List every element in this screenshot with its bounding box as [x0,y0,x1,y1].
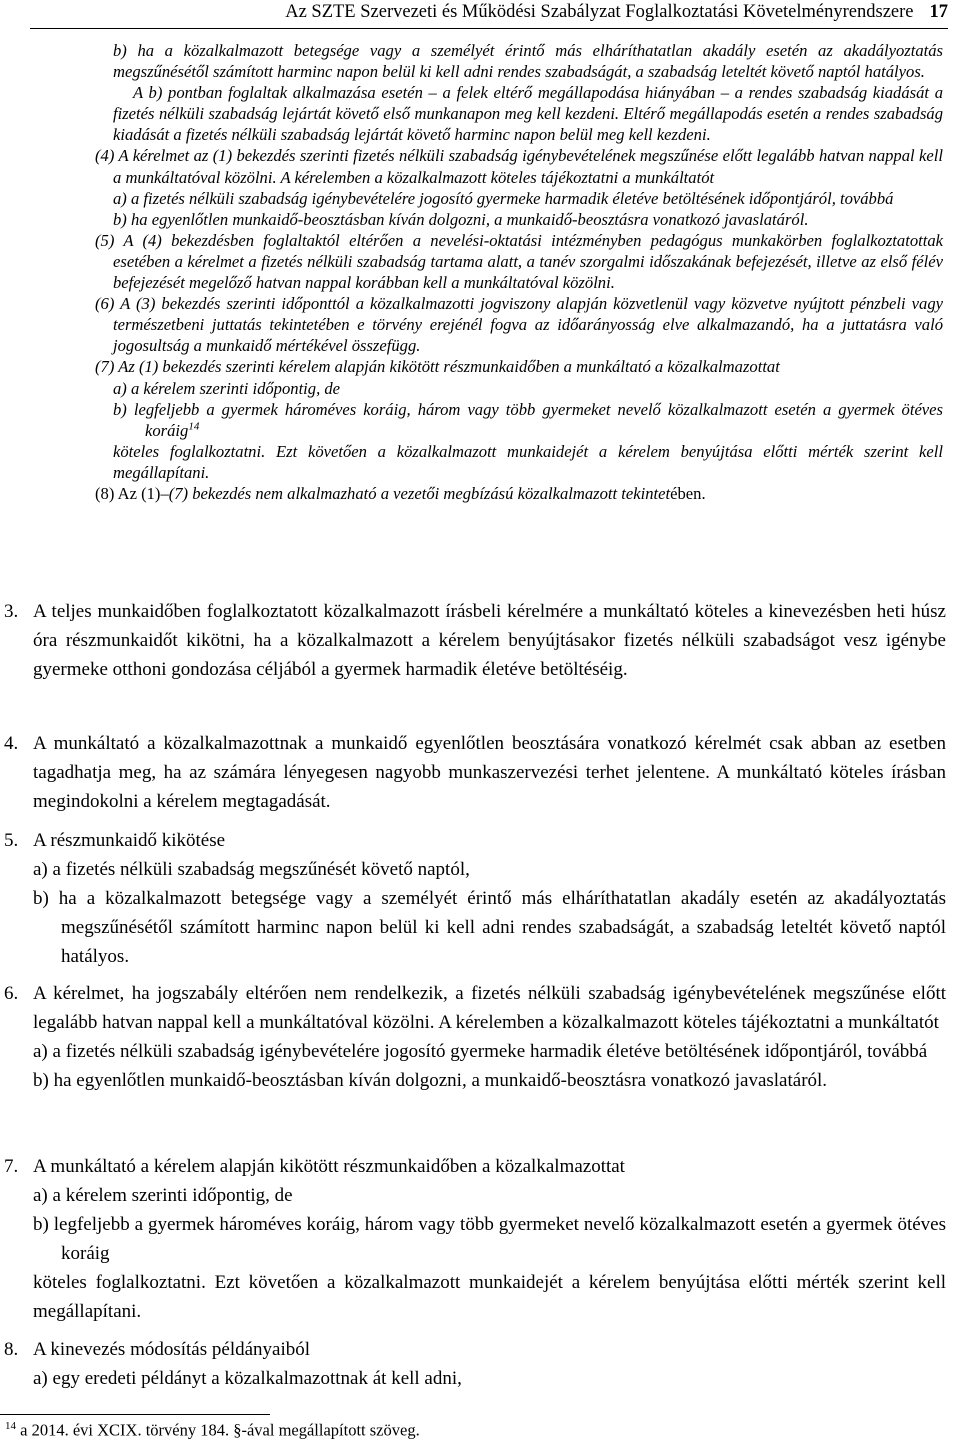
header-title: Az SZTE Szervezeti és Működési Szabályzat Foglalkoztatási Követelményrendszere [285,2,914,22]
item-5-b: b) ha a közalkalmazott betegsége vagy a személyét érintő más elháríthatatlan akadály esetén az akadályoztatás megszűnésétől számított harminc napon belül ki kell adni rendes szabadságát, a szabadság leteltét követő naptól hatályos. [33,888,946,967]
item-7-number: 7. [4,1156,19,1177]
page-number: 17 [929,2,948,22]
item-7 [0,1152,960,1326]
amendment-block [95,40,943,504]
item-6-lead: A kérelmet, ha jogszabály eltérően nem rendelkezik, a fizetés nélküli szabadság igénybevételének megszűnése előtt legalább hatvan nappal kell a munkáltatóval közölni. A kérelemben a közalkalmazott köteles tájékoztatni a munkáltatót [33,983,946,1033]
amendment-paragraph-8-suffix: ében. [670,483,706,503]
item-3-number: 3. [4,601,19,622]
amendment-paragraph-4-b: b) ha egyenlőtlen munkaidő-beosztásban kíván dolgozni, a munkaidő-beosztásra vonatkozó javaslatáról. [113,209,809,229]
amendment-pont-b: A b) pontban foglaltak alkalmazása esetén – a felek eltérő megállapodása hiányában – a rendes szabadság kiadását a fizetés nélküli szabadság lejártát követő első munkanapon meg kell kezdeni. Eltérő megállapodás esetén a rendes szabadság kiadását a fizetés nélküli szabadság lejártát követő harminc napon belül meg kell kezdeni. [113,83,943,145]
item-7-lead: A munkáltató a kérelem alapján kikötött részmunkaidőben a közalkalmazottat [33,1156,625,1177]
amendment-paragraph-8 [95,483,943,504]
footnote-text: a 2014. évi XCIX. törvény 184. §-ával megállapított szöveg. [20,1420,420,1440]
amendment-paragraph-4-a: a) a fizetés nélküli szabadság igénybevételére jogosító gyermeke harmadik életéve betöltésének időpontjáról, továbbá [113,188,894,208]
amendment-b-line: b) ha a közalkalmazott betegsége vagy a személyét érintő más elháríthatatlan akadály esetén az akadályoztatás megszűnésétől számított harminc napon belül ki kell adni rendes szabadságát, a szabadság leteltét követő naptól hatályos. [113,41,943,82]
item-6-b: b) ha egyenlőtlen munkaidő-beosztásban kíván dolgozni, a munkaidő-beosztásra vonatkozó javaslatáról. [33,1070,828,1091]
amendment-paragraph-8-prefix: (8) Az (1) [95,483,161,503]
amendment-paragraph-7-tail: köteles foglalkoztatni. Ezt követően a közalkalmazott munkaidejét a kérelem benyújtása előtti mérték szerint kell megállapítani. [113,441,943,482]
item-8-lead: A kinevezés módosítás példányaiból [33,1339,311,1360]
amendment-paragraph-6: (6) A (3) bekezdés szerinti időponttól a közalkalmazotti jogviszony alapján közvetlenül vagy közvetve nyújtott pénzbeli vagy természetbeni juttatás tekintetében e törvény erejénél fogva az időarányosság elve alkalmazandó, ha a juttatásra való jogosultság a munkaidő mértékével összefügg. [95,294,943,356]
item-7-b: b) legfeljebb a gyermek hároméves koráig, három vagy több gyermeket nevelő közalkalmazott esetén a gyermek ötéves koráig [33,1214,946,1264]
item-6-a: a) a fizetés nélküli szabadság igénybevételére jogosító gyermeke harmadik életéve betöltésének időpontjáról, továbbá [33,1041,928,1062]
footnote [5,1420,420,1441]
footnote-separator [0,1414,270,1415]
item-5-number: 5. [4,830,19,851]
item-8-a: a) egy eredeti példányt a közalkalmazottnak át kell adni, [33,1368,462,1389]
item-5-lead: A részmunkaidő kikötése [33,830,226,851]
item-6 [0,979,960,1095]
amendment-paragraph-4: (4) A kérelmet az (1) bekezdés szerinti fizetés nélküli szabadság igénybevételének megszűnése előtt legalább hatvan nappal kell a munkáltatóval közölni. A kérelemben a közalkalmazott köteles tájékoztatni a munkáltatót [95,146,943,187]
item-8 [0,1335,960,1393]
amendment-paragraph-7: (7) Az (1) bekezdés szerinti kérelem alapján kikötött részmunkaidőben a munkáltató a közalkalmazottat [95,357,780,377]
item-5 [0,826,960,971]
amendment-paragraph-7-b-text: b) legfeljebb a gyermek hároméves koráig, három vagy több gyermeket nevelő közalkalmazott esetén a gyermek ötéves koráig [113,399,943,440]
item-4-number: 4. [4,733,19,754]
item-7-tail: köteles foglalkoztatni. Ezt követően a közalkalmazott munkaidejét a kérelem benyújtása előtti mérték szerint kell megállapítani. [33,1272,946,1322]
amendment-paragraph-5: (5) A (4) bekezdésben foglaltaktól eltérően a nevelési-oktatási intézményben pedagógus munkakörben foglalkoztatottak esetében a kérelmet a fizetés nélküli szabadság tartama alatt, a tanév szorgalmi időszakának befejezését, illetve az első félév befejezését megelőző hatvan nappal korábban kell a munkáltatóval közölni. [95,230,943,293]
amendment-paragraph-7-a: a) a kérelem szerinti időpontig, de [113,378,341,398]
item-3 [0,597,960,684]
amendment-paragraph-7-b [113,399,943,441]
footnote-reference: 14 [188,420,200,433]
item-4-text: A munkáltató a közalkalmazottnak a munkaidő egyenlőtlen beosztására vonatkozó kérelmét csak abban az esetben tagadhatja meg, ha az számára lényegesen nagyobb munkaszervezési terhet jelentene. A munkáltató köteles írásban megindokolni a kérelem megtagadását. [33,733,946,812]
item-4 [0,729,960,816]
item-3-text: A teljes munkaidőben foglalkoztatott közalkalmazott írásbeli kérelmére a munkáltató köteles a kinevezésben heti húsz óra részmunkaidőt kikötni, ha a közalkalmazott a kérelem benyújtásakor fizetés nélküli szabadságot vesz igénybe gyermeke otthoni gondozása céljából a gyermek harmadik életéve betöltéséig. [33,601,946,680]
page-header [30,2,948,29]
item-5-a: a) a fizetés nélküli szabadság megszűnését követő naptól, [33,859,470,880]
item-8-number: 8. [4,1339,19,1360]
footnote-mark: 14 [5,1420,16,1432]
amendment-paragraph-8-italic: –(7) bekezdés nem alkalmazható a vezetői megbízású közalkalmazott tekintet [160,483,671,503]
item-7-a: a) a kérelem szerinti időpontig, de [33,1185,293,1206]
item-6-number: 6. [4,983,19,1004]
